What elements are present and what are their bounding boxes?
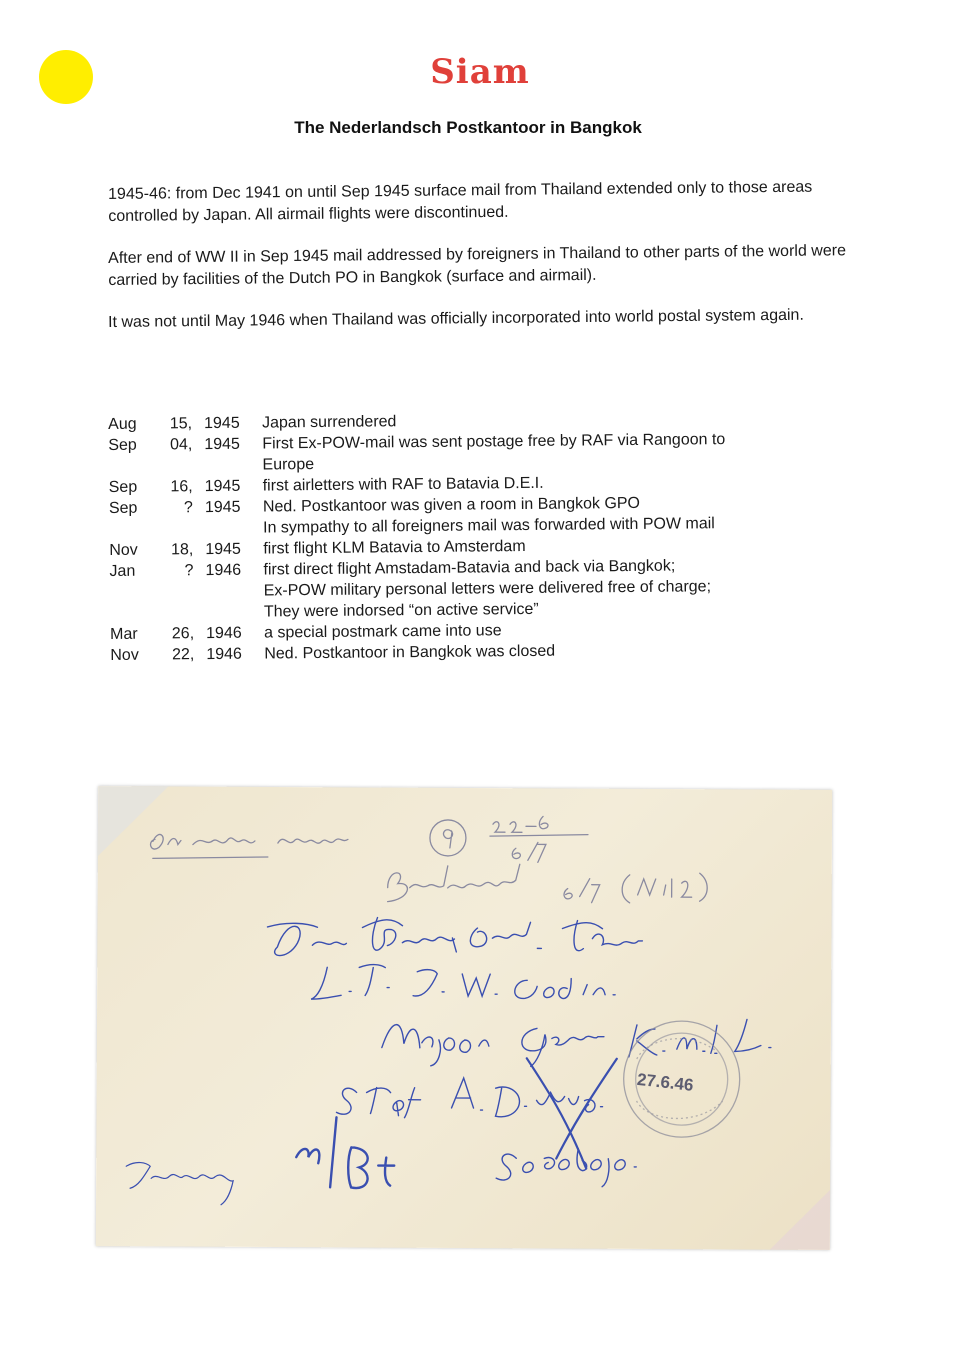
intro-paragraph-1: 1945-46: from Dec 1941 on until Sep 1945 surface mail from Thailand extended only to those areas controlled by Japan. All airmail flights were discontinued. bbox=[108, 178, 813, 225]
photo-corner-mount bbox=[770, 1190, 830, 1250]
postal-cover-image bbox=[96, 786, 832, 1250]
timeline-month: Aug bbox=[108, 415, 137, 433]
intro-paragraph-2: After end of WW II in Sep 1945 mail addressed by foreigners in Thailand to other parts of the world were carried by facilities of the Dutch PO in Bangkok (surface and airmail). bbox=[108, 242, 847, 289]
timeline-month: Sep bbox=[108, 478, 138, 496]
timeline-year: 1945 bbox=[204, 435, 240, 454]
page-subtitle: The Nederlandsch Postkantoor in Bangkok bbox=[294, 118, 642, 137]
timeline-event bbox=[263, 554, 830, 622]
timeline-year: 1945 bbox=[204, 498, 241, 517]
timeline-day: 22, bbox=[171, 646, 195, 664]
timeline-event-line: First Ex-POW-mail was sent postage free by RAF via Rangoon to bbox=[262, 431, 726, 453]
timeline-row bbox=[108, 428, 828, 477]
ink-address-handwriting bbox=[126, 916, 771, 1207]
timeline-year: 1946 bbox=[206, 624, 242, 643]
timeline-day: 16, bbox=[170, 478, 193, 496]
timeline-event-line: They were indorsed “on active service” bbox=[263, 600, 539, 621]
timeline-day: 04, bbox=[169, 436, 193, 454]
timeline-year: 1946 bbox=[205, 561, 242, 580]
timeline-event-line: first direct flight Amstadam-Batavia and back via Bangkok; bbox=[263, 557, 676, 579]
intro-paragraph-3: It was not until May 1946 when Thailand was officially incorporated into world postal system again. bbox=[108, 306, 804, 331]
handwritten-cover-drawing bbox=[96, 786, 832, 1250]
timeline-row bbox=[109, 554, 830, 624]
timeline-month: Jan bbox=[109, 562, 136, 580]
timeline-event bbox=[264, 638, 830, 664]
timeline-event-line: first airletters with RAF to Batavia D.E.I. bbox=[262, 474, 544, 495]
timeline-event-line: a special postmark came into use bbox=[264, 622, 502, 642]
timeline-year: 1945 bbox=[205, 540, 241, 559]
timeline-day: 15, bbox=[169, 415, 193, 433]
timeline-event-line: Japan surrendered bbox=[262, 413, 397, 432]
timeline-month: Nov bbox=[109, 541, 138, 559]
timeline-day: ? bbox=[183, 499, 193, 517]
timeline-event-line: Ex-POW military personal letters were delivered free of charge; bbox=[263, 578, 712, 600]
timeline-month: Sep bbox=[108, 436, 137, 454]
postmark-date: 27.6.46 bbox=[636, 1069, 695, 1095]
timeline-day: 26, bbox=[171, 625, 195, 643]
timeline-event-line: In sympathy to all foreigners mail was forwarded with POW mail bbox=[263, 515, 715, 537]
timeline-day: 18, bbox=[170, 541, 194, 559]
timeline-event-line: first flight KLM Batavia to Amsterdam bbox=[263, 537, 526, 558]
pencil-annotations bbox=[150, 814, 707, 903]
timeline-year: 1946 bbox=[206, 645, 242, 664]
timeline-month: Sep bbox=[108, 499, 138, 517]
timeline-year: 1945 bbox=[204, 477, 241, 496]
timeline-year: 1945 bbox=[204, 414, 240, 433]
timeline-event-line: Ned. Postkantoor in Bangkok was closed bbox=[264, 642, 556, 663]
timeline-list bbox=[108, 407, 830, 666]
timeline-event bbox=[262, 428, 828, 475]
timeline-event-line: Ned. Postkantoor was given a room in Bangkok GPO bbox=[262, 494, 641, 516]
timeline-event bbox=[263, 491, 829, 538]
page-title: Siam bbox=[430, 52, 530, 92]
timeline-day: ? bbox=[184, 562, 194, 580]
timeline-event-line: Europe bbox=[262, 456, 315, 474]
timeline-month: Mar bbox=[110, 625, 138, 643]
timeline-row bbox=[109, 491, 829, 540]
photo-corner-mount bbox=[98, 786, 168, 856]
timeline-month: Nov bbox=[110, 646, 139, 664]
